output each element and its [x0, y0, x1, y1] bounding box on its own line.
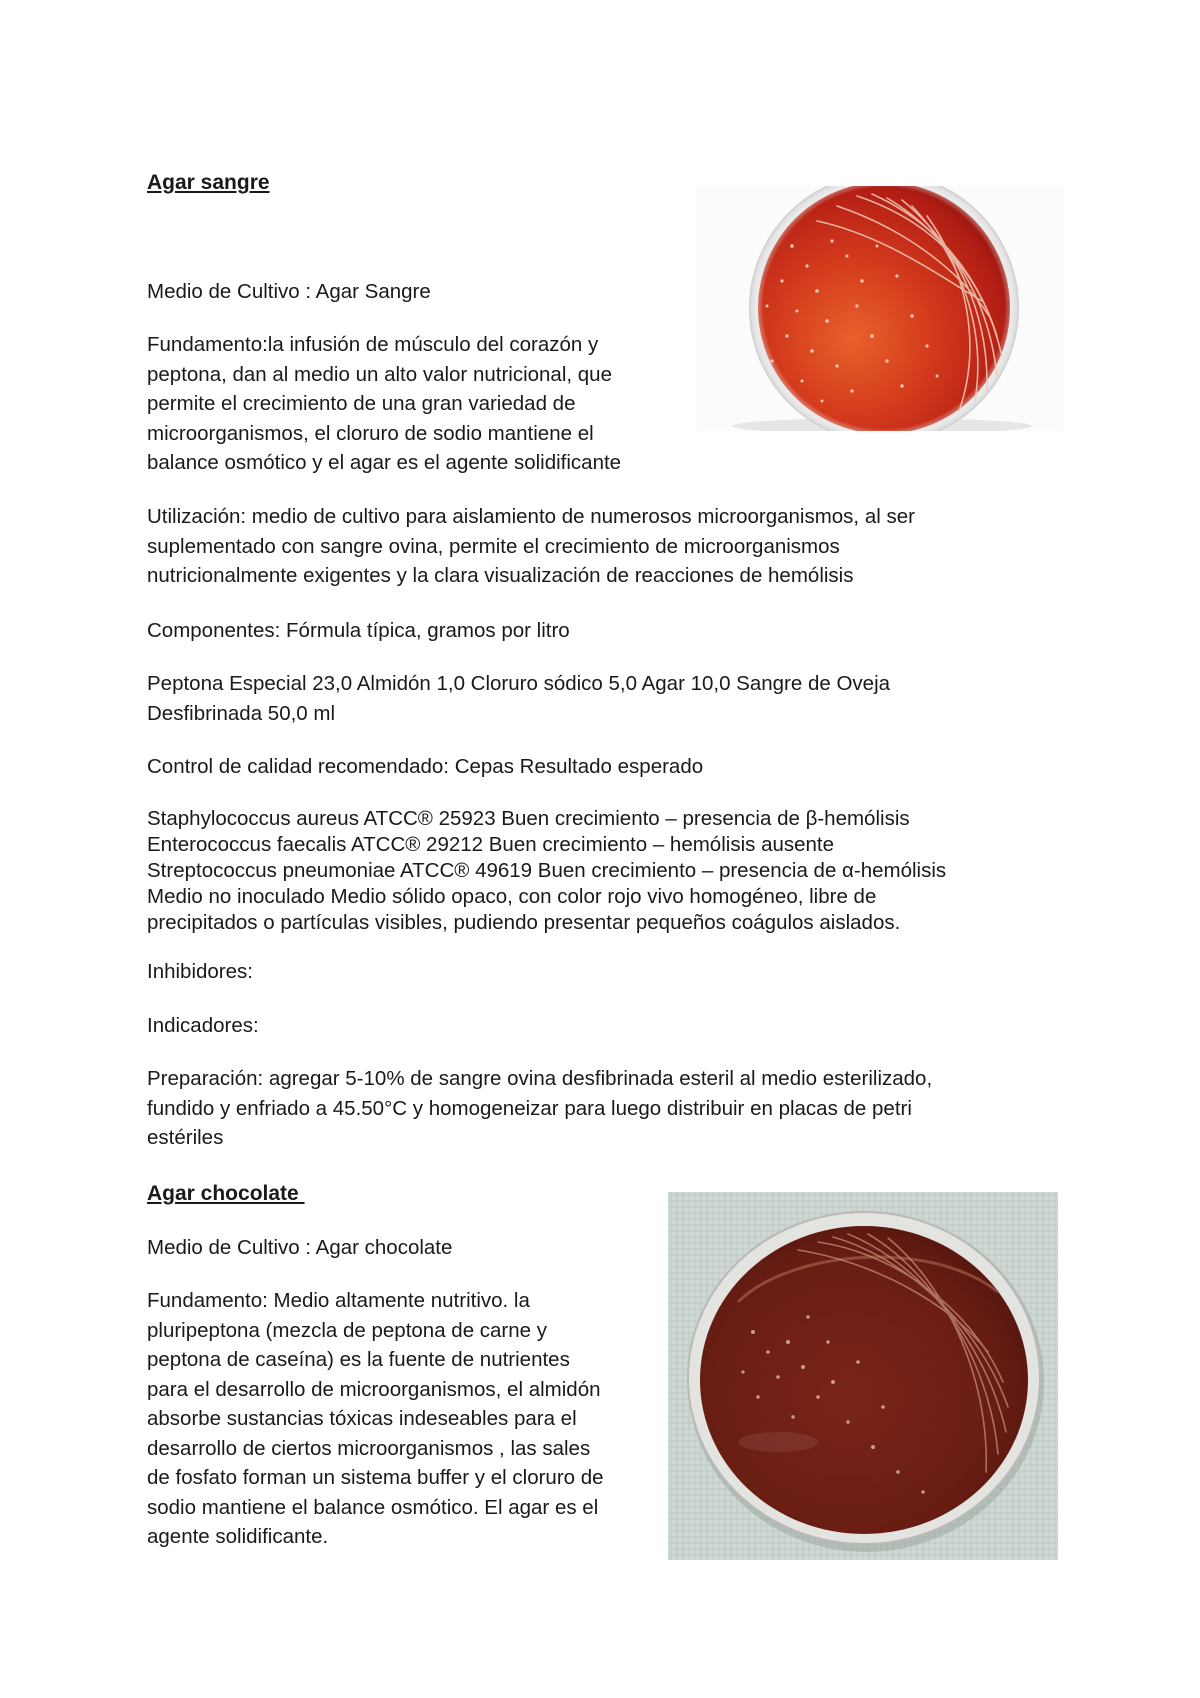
- chocolate-agar-plate-image: [668, 1192, 1058, 1560]
- heading-agar-chocolate: Agar chocolate: [147, 1182, 305, 1205]
- strain-results-agar-sangre: [147, 806, 946, 936]
- text-line: Staphylococcus aureus ATCC® 25923 Buen crecimiento – presencia de β-hemólisis: [147, 807, 910, 830]
- text-line: Fundamento: Medio altamente nutritivo. la: [147, 1289, 530, 1312]
- text-line: para el desarrollo de microorganismos, el almidón: [147, 1377, 601, 1401]
- fundamento-agar-sangre: [147, 330, 621, 478]
- formula-agar-sangre: [147, 669, 890, 728]
- text-line: balance osmótico y el agar es el agente solidificante: [147, 451, 622, 474]
- text-line: suplementado con sangre ovina, permite el crecimiento de microorganismos: [147, 534, 840, 558]
- text-line: Utilización: medio de cultivo para aislamiento de numerosos microorganismos, al ser: [147, 505, 915, 528]
- text-line: Peptona Especial 23,0 Almidón 1,0 Cloruro sódico 5,0 Agar 10,0 Sangre de Oveja: [147, 672, 891, 695]
- text-line: Enterococcus faecalis ATCC® 29212 Buen crecimiento – hemólisis ausente: [147, 833, 835, 856]
- text-line: Desfibrinada 50,0 ml: [147, 701, 336, 725]
- text-line: Medio no inoculado Medio sólido opaco, con color rojo vivo homogéneo, libre de: [147, 885, 877, 908]
- text-line: Streptococcus pneumoniae ATCC® 49619 Buen crecimiento – presencia de α-hemólisis: [147, 859, 947, 882]
- medium-agar-chocolate: Medio de Cultivo : Agar chocolate: [147, 1236, 453, 1259]
- text-line: desarrollo de ciertos microorganismos , las sales: [147, 1436, 591, 1460]
- heading-agar-sangre: Agar sangre: [147, 171, 270, 194]
- preparacion-agar-sangre: [147, 1064, 932, 1153]
- medium-agar-sangre: Medio de Cultivo : Agar Sangre: [147, 280, 431, 303]
- fundamento-agar-chocolate: [147, 1286, 604, 1552]
- indicadores-agar-sangre: Indicadores:: [147, 1014, 259, 1037]
- text-line: Preparación: agregar 5-10% de sangre ovina desfibrinada esteril al medio esterilizado,: [147, 1067, 933, 1090]
- text-line: estériles: [147, 1126, 224, 1149]
- text-line: peptona, dan al medio un alto valor nutricional, que: [147, 362, 612, 386]
- utilizacion-agar-sangre: [147, 502, 915, 591]
- text-line: permite el crecimiento de una gran variedad de: [147, 392, 576, 415]
- control-calidad-agar-sangre: Control de calidad recomendado: Cepas Resultado esperado: [147, 755, 704, 778]
- text-line: Fundamento:la infusión de músculo del corazón y: [147, 333, 599, 356]
- text-line: microorganismos, el cloruro de sodio mantiene el: [147, 421, 594, 445]
- text-line: pluripeptona (mezcla de peptona de carne y: [147, 1318, 548, 1342]
- inhibidores-agar-sangre: Inhibidores:: [147, 960, 253, 983]
- text-line: peptona de caseína) es la fuente de nutrientes: [147, 1348, 570, 1371]
- text-line: precipitados o partículas visibles, pudiendo presentar pequeños coágulos aislados.: [147, 911, 901, 934]
- componentes-agar-sangre: Componentes: Fórmula típica, gramos por litro: [147, 619, 570, 642]
- text-line: agente solidificante.: [147, 1525, 329, 1548]
- text-line: absorbe sustancias tóxicas indeseables para el: [147, 1407, 577, 1430]
- text-line: de fosfato forman un sistema buffer y el cloruro de: [147, 1466, 604, 1489]
- text-line: sodio mantiene el balance osmótico. El agar es el: [147, 1495, 599, 1519]
- text-line: nutricionalmente exigentes y la clara visualización de reacciones de hemólisis: [147, 564, 854, 587]
- text-line: fundido y enfriado a 45.50°C y homogeneizar para luego distribuir en placas de petri: [147, 1096, 912, 1120]
- blood-agar-plate-image: [697, 186, 1063, 431]
